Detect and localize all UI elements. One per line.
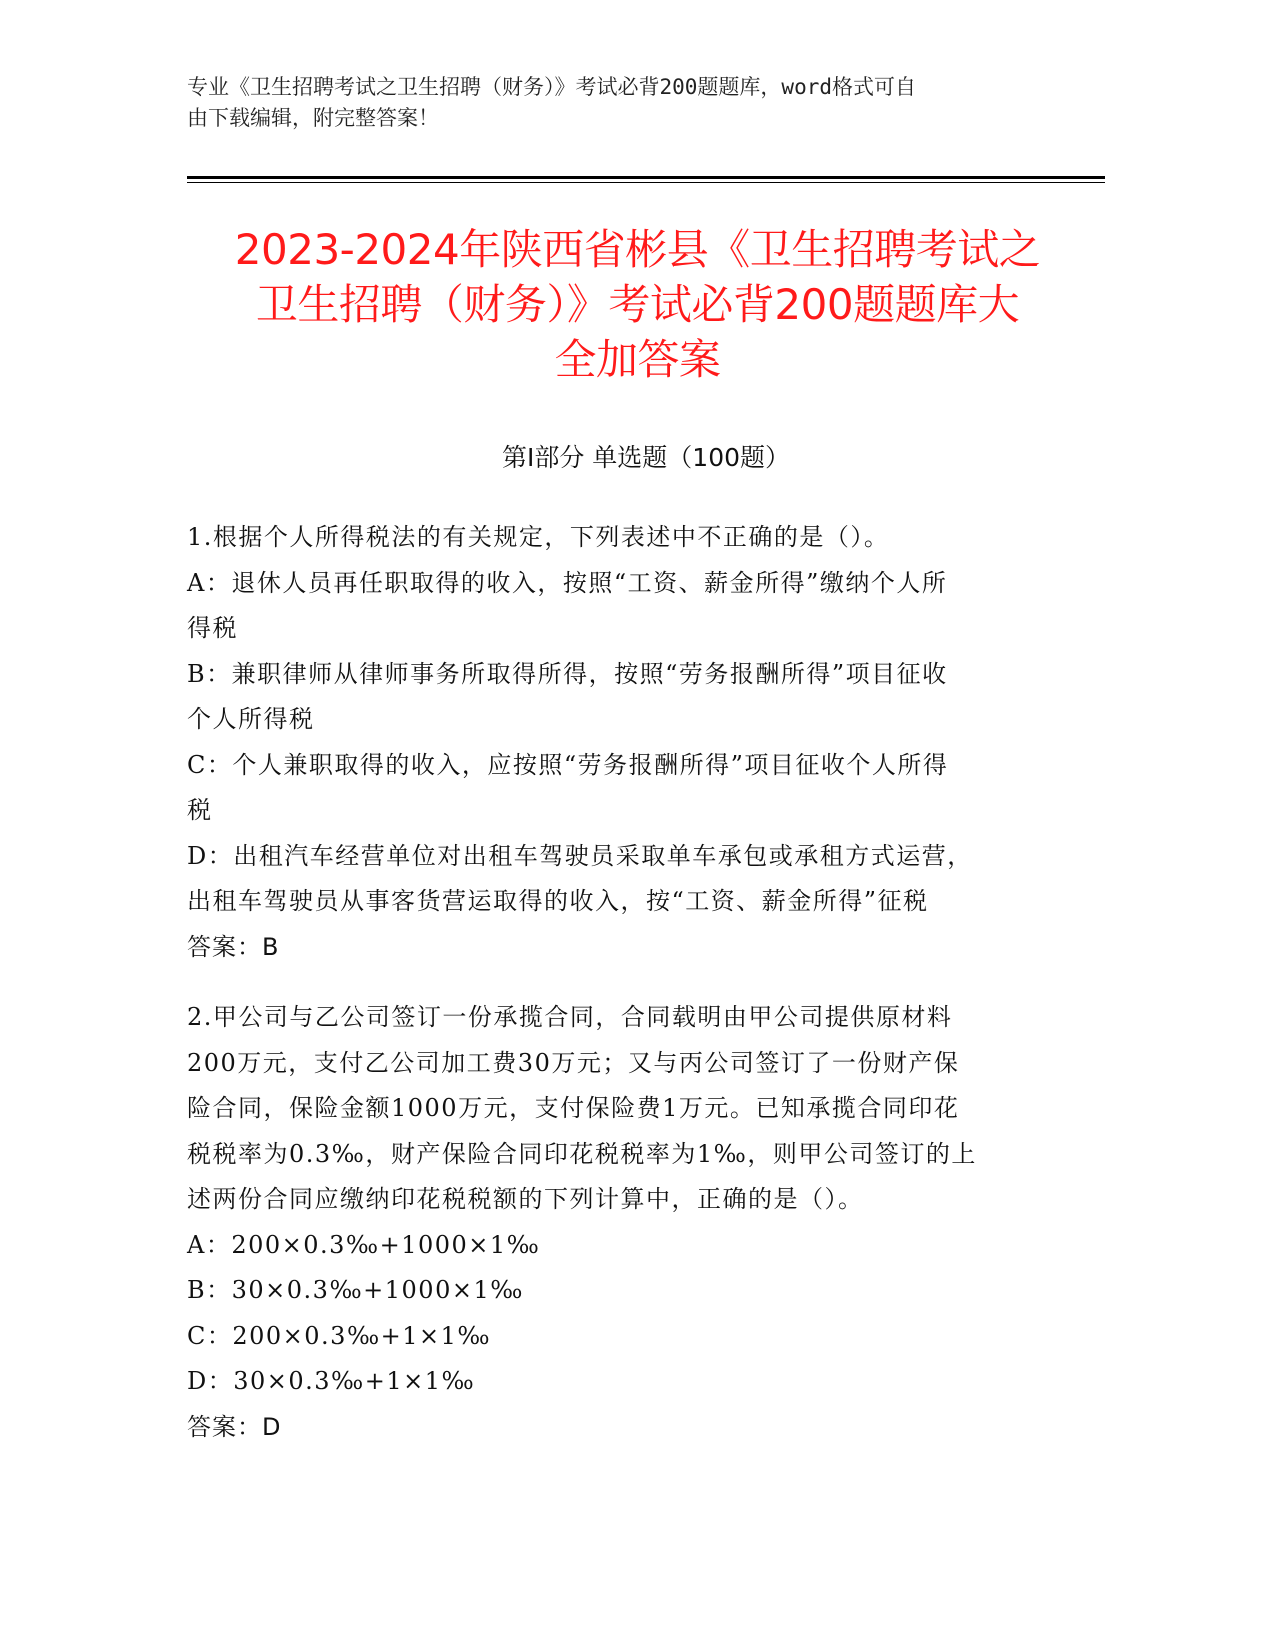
question-block: [187, 515, 1077, 970]
option-a: A：退休人员再任职取得的收入，按照“工资、薪金所得”缴纳个人所: [187, 568, 948, 597]
option-d: D：30×0.3‰+1×1‰: [187, 1367, 476, 1395]
divider-thin: [187, 182, 1105, 183]
title-line: 卫生招聘（财务）》考试必背200题题库大: [255, 280, 1020, 329]
option-a: A：200×0.3‰+1000×1‰: [187, 1230, 541, 1259]
section-heading: 第I部分 单选题（100题）: [501, 443, 791, 472]
answer-label: 答案：D: [187, 1412, 282, 1441]
answer-label: 答案：B: [187, 932, 280, 961]
document-title: [160, 222, 1115, 387]
option-b: B：30×0.3‰+1000×1‰: [187, 1276, 524, 1304]
question-stem: 险合同，保险金额1000万元，支付保险费1万元。已知承揽合同印花: [187, 1094, 960, 1122]
question-stem: 述两份合同应缴纳印花税税额的下列计算中，正确的是（）。: [187, 1185, 864, 1213]
header-note-line: 专业《卫生招聘考试之卫生招聘（财务）》考试必背200题题库，word格式可自: [187, 75, 916, 99]
option-a-cont: 得税: [187, 614, 238, 642]
title-line: 2023-2024年陕西省彬县《卫生招聘考试之: [234, 225, 1041, 274]
question-stem: 200万元，支付乙公司加工费30万元；又与丙公司签订了一份财产保: [187, 1048, 960, 1077]
question-block: [187, 995, 1077, 1450]
title-line: 全加答案: [554, 335, 721, 384]
option-d: D：出租汽车经营单位对出租车驾驶员采取单车承包或承租方式运营，: [187, 841, 973, 870]
option-b-cont: 个人所得税: [187, 705, 315, 733]
option-b: B：兼职律师从律师事务所取得所得，按照“劳务报酬所得”项目征收: [187, 659, 948, 688]
option-d-cont: 出租车驾驶员从事客货营运取得的收入，按“工资、薪金所得”征税: [187, 887, 929, 915]
question-stem: 2.甲公司与乙公司签订一份承揽合同，合同载明由甲公司提供原材料: [187, 1003, 953, 1031]
header-note-line: 由下载编辑，附完整答案！: [187, 106, 439, 130]
option-c: C：200×0.3‰+1×1‰: [187, 1321, 492, 1350]
option-c: C：个人兼职取得的收入，应按照“劳务报酬所得”项目征收个人所得: [187, 750, 949, 779]
option-c-cont: 税: [187, 796, 213, 824]
header-note: [187, 72, 1067, 134]
question-stem: 1.根据个人所得税法的有关规定，下列表述中不正确的是（）。: [187, 523, 890, 551]
question-stem: 税税率为0.3‰，财产保险合同印花税税率为1‰，则甲公司签订的上: [187, 1139, 977, 1168]
divider-thick: [187, 176, 1105, 179]
